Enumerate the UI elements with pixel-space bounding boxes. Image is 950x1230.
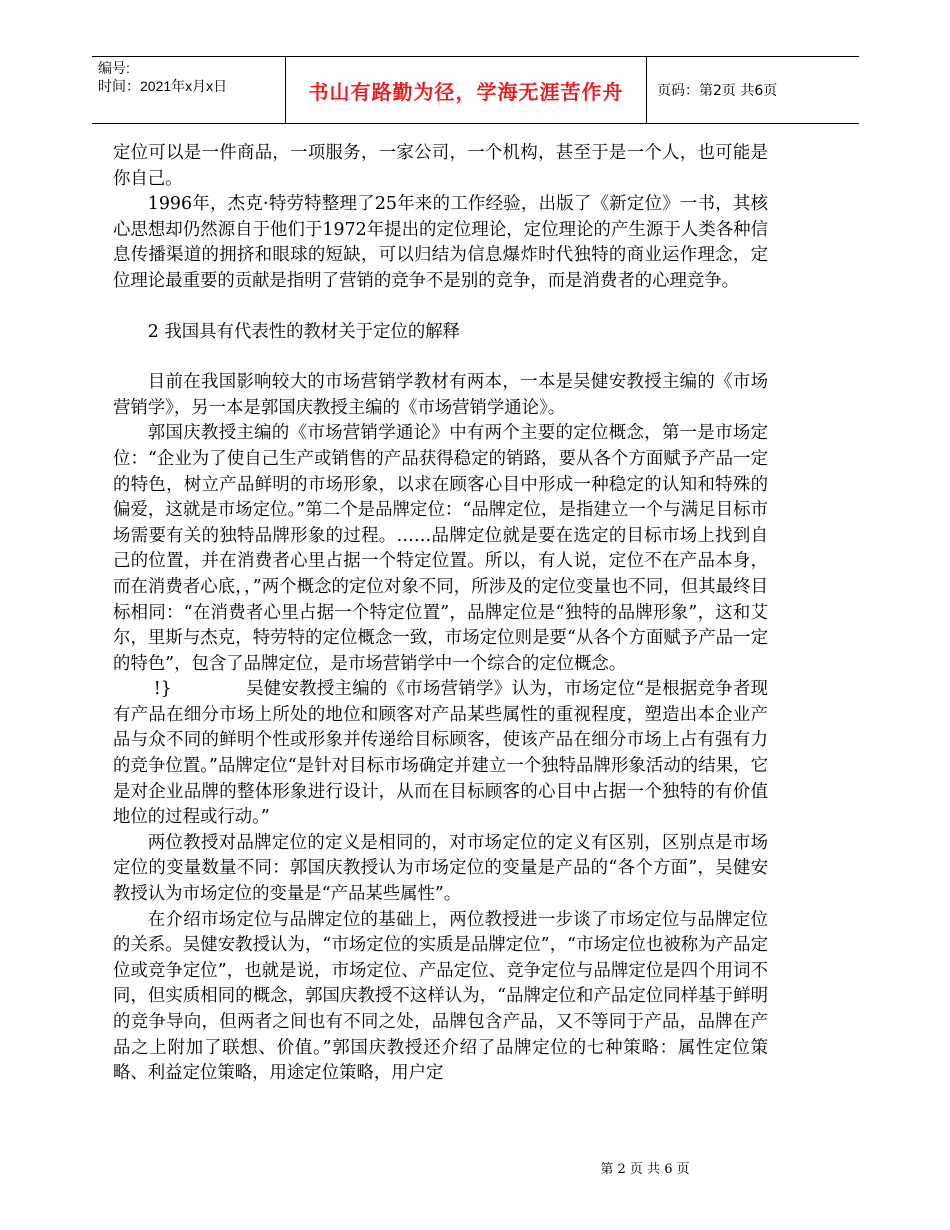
document-body bbox=[113, 141, 768, 1087]
paragraph-7: 在介绍市场定位与品牌定位的基础上，两位教授进一步谈了市场定位与品牌定位的关系。吴健安教授认为，“市场定位的实质是品牌定位”，“市场定位也被称为产品定位或竞争定位”，也就是说，市场定位、产品定位、竞争定位与品牌定位是四个用词不同，但实质相同的概念，郭国庆教授不这样认为，“品牌定位和产品定位同样基于鲜明的竞争导向，但两者之间也有不同之处，品牌包含产品，又不等同于产品，品牌在产品之上附加了联想、价值。”郭国庆教授还介绍了品牌定位的七种策略：属性定位策略、利益定位策略，用途定位策略，用户定 bbox=[113, 909, 768, 1084]
header-page-info: 页码：第2页 共6页 bbox=[657, 83, 778, 99]
document-number-label: 编号: bbox=[98, 60, 130, 76]
paragraph-5 bbox=[113, 677, 768, 831]
page-footer: 第 2 页 共 6 页 bbox=[600, 1162, 690, 1177]
page-header bbox=[92, 56, 859, 124]
paragraph-6: 两位教授对品牌定位的定义是相同的，对市场定位的定义有区别，区别点是市场定位的变量数量不同：郭国庆教授认为市场定位的变量是产品的“各个方面”，吴健安教授认为市场定位的变量是“产品某些属性”。 bbox=[113, 832, 768, 905]
paragraph-1: 定位可以是一件商品，一项服务，一家公司，一个机构，甚至于是一个人，也可能是你自己。 bbox=[113, 143, 768, 189]
header-motto: 书山有路勤为径，学海无涯苦作舟 bbox=[285, 57, 647, 123]
paragraph-5-text: 吴健安教授主编的《市场营销学》认为，市场定位“是根据竞争者现有产品在细分市场上所处的地位和顾客对产品某些属性的重视程度，塑造出本企业产品与众不同的鲜明个性或形象并传递给目标顾客，使该产品在细分市场上占有强有力的竞争位置。”品牌定位“是针对目标市场确定并建立一个独特品牌形象活动的结果，它是对企业品牌的整体形象进行设计，从而在目标顾客的心目中占据一个独特的有价值地位的过程或行动。” bbox=[113, 679, 768, 828]
section-heading: 2 我国具有代表性的教材关于定位的解释 bbox=[147, 321, 461, 342]
document-time-label: 时间：2021年x月x日 bbox=[98, 78, 228, 94]
stray-mark: !} bbox=[153, 679, 172, 700]
header-meta bbox=[92, 57, 285, 123]
paragraph-2: 1996年，杰克·特劳特整理了25年来的工作经验，出版了《新定位》一书，其核心思想却仍然源自于他们于1972年提出的定位理论，定位理论的产生源于人类各种信息传播渠道的拥挤和眼球的短缺，可以归结为信息爆炸时代独特的商业运作理念，定位理论最重要的贡献是指明了营销的竞争不是别的竞争，而是消费者的心理竞争。 bbox=[113, 194, 768, 291]
paragraph-3: 目前在我国影响较大的市场营销学教材有两本，一本是吴健安教授主编的《市场营销学》，另一本是郭国庆教授主编的《市场营销学通论》。 bbox=[113, 372, 768, 418]
paragraph-4: 郭国庆教授主编的《市场营销学通论》中有两个主要的定位概念，第一是市场定位：“企业为了使自己生产或销售的产品获得稳定的销路，要从各个方面赋予产品一定的特色，树立产品鲜明的市场形象，以求在顾客心目中形成一种稳定的认知和特殊的偏爱，这就是市场定位。”第二个是品牌定位：“品牌定位，是指建立一个与满足目标市场需要有关的独特品牌形象的过程。……品牌定位就是要在选定的目标市场上找到自己的位置，并在消费者心里占据一个特定位置。所以，有人说，定位不在产品本身，而在消费者心底，，”两个概念的定位对象不同，所涉及的定位变量也不同，但其最终目标相同：“在消费者心里占据一个特定位置”，品牌定位是“独特的品牌形象”，这和艾尔，里斯与杰克，特劳特的定位概念一致，市场定位则是要“从各个方面赋予产品一定的特色”，包含了品牌定位，是市场营销学中一个综合的定位概念。 bbox=[113, 423, 768, 674]
